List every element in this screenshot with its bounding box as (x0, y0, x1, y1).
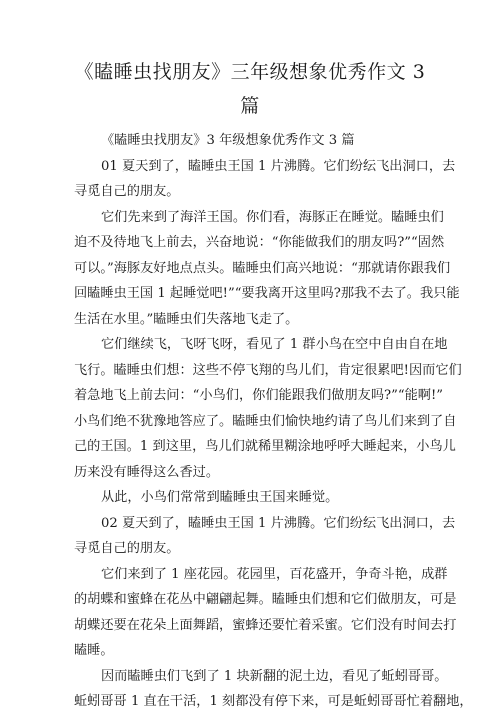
document-body (74, 128, 473, 715)
text-line: 飞行。瞌睡虫们想：这些不停飞翔的鸟儿们，肯定很累吧!因而它们 (74, 362, 462, 378)
text-line: 从此，小鸟们常常到瞌睡虫王国来睡觉。 (101, 490, 339, 505)
text-line: 的胡蝶和蜜蜂在花丛中翩翩起舞。瞌睡虫们想和它们做朋友，可是 (74, 592, 457, 607)
title-line: 《瞌睡虫找朋友》三年级想象优秀作文 3 (74, 61, 426, 83)
text-line: 可以。”海豚友好地点点头。瞌睡虫们高兴地说：“那就请你跟我们 (74, 260, 451, 276)
text-line: 历来没有睡得这么香过。 (74, 464, 220, 480)
text-line: 着急地飞上前去问：“小鸟们，你们能跟我们做朋友吗?”“能啊!” (74, 388, 444, 403)
text-line: 迫不及待地飞上前去，兴奋地说：“你能做我们的朋友吗?”“固然 (74, 235, 445, 250)
document-title (60, 55, 440, 123)
text-line: 己的王国。1 到这里，鸟儿们就稀里糊涂地呼呼大睡起来，小鸟儿 (74, 439, 456, 454)
text-line: 瞌睡。 (74, 643, 114, 658)
text-line: 它们先来到了海洋王国。你们看，海豚正在睡觉。瞌睡虫们 (101, 209, 444, 225)
text-line: 寻觅自己的朋友。 (74, 184, 180, 199)
text-line: 生活在水里。”瞌睡虫们失落地飞走了。 (74, 311, 299, 327)
text-line: 蚯蚓哥哥 1 直在干活，1 刻都没有停下来，可是蚯蚓哥哥忙着翻地， (74, 694, 473, 709)
text-line: 02 夏天到了，瞌睡虫王国 1 片沸腾。它们纷纭飞出洞口，去 (101, 515, 456, 531)
text-line: 寻觅自己的朋友。 (74, 541, 180, 556)
text-line: 它们继续飞，飞呀飞呀，看见了 1 群小鸟在空中自由自在地 (101, 337, 448, 352)
title-line: 篇 (240, 95, 260, 117)
text-line: 《瞌睡虫找朋友》3 年级想象优秀作文 3 篇 (101, 133, 355, 148)
text-line: 小鸟们绝不犹豫地答应了。瞌睡虫们愉快地约请了鸟儿们来到了自 (74, 413, 457, 429)
text-line: 因而瞌睡虫们飞到了 1 块新翻的泥土边，看见了蚯蚓哥哥。 (101, 668, 448, 684)
text-line: 01 夏天到了，瞌睡虫王国 1 片沸腾。它们纷纭飞出洞口，去 (101, 158, 456, 174)
text-line: 胡蝶还要在花朵上面舞蹈，蜜蜂还要忙着采蜜。它们没有时间去打 (74, 617, 457, 633)
text-line: 它们来到了 1 座花园。花园里，百花盛开，争奇斗艳，成群 (101, 566, 448, 582)
text-line: 回瞌睡虫王国 1 起睡觉吧!”“要我离开这里吗?那我不去了。我只能 (74, 286, 460, 301)
